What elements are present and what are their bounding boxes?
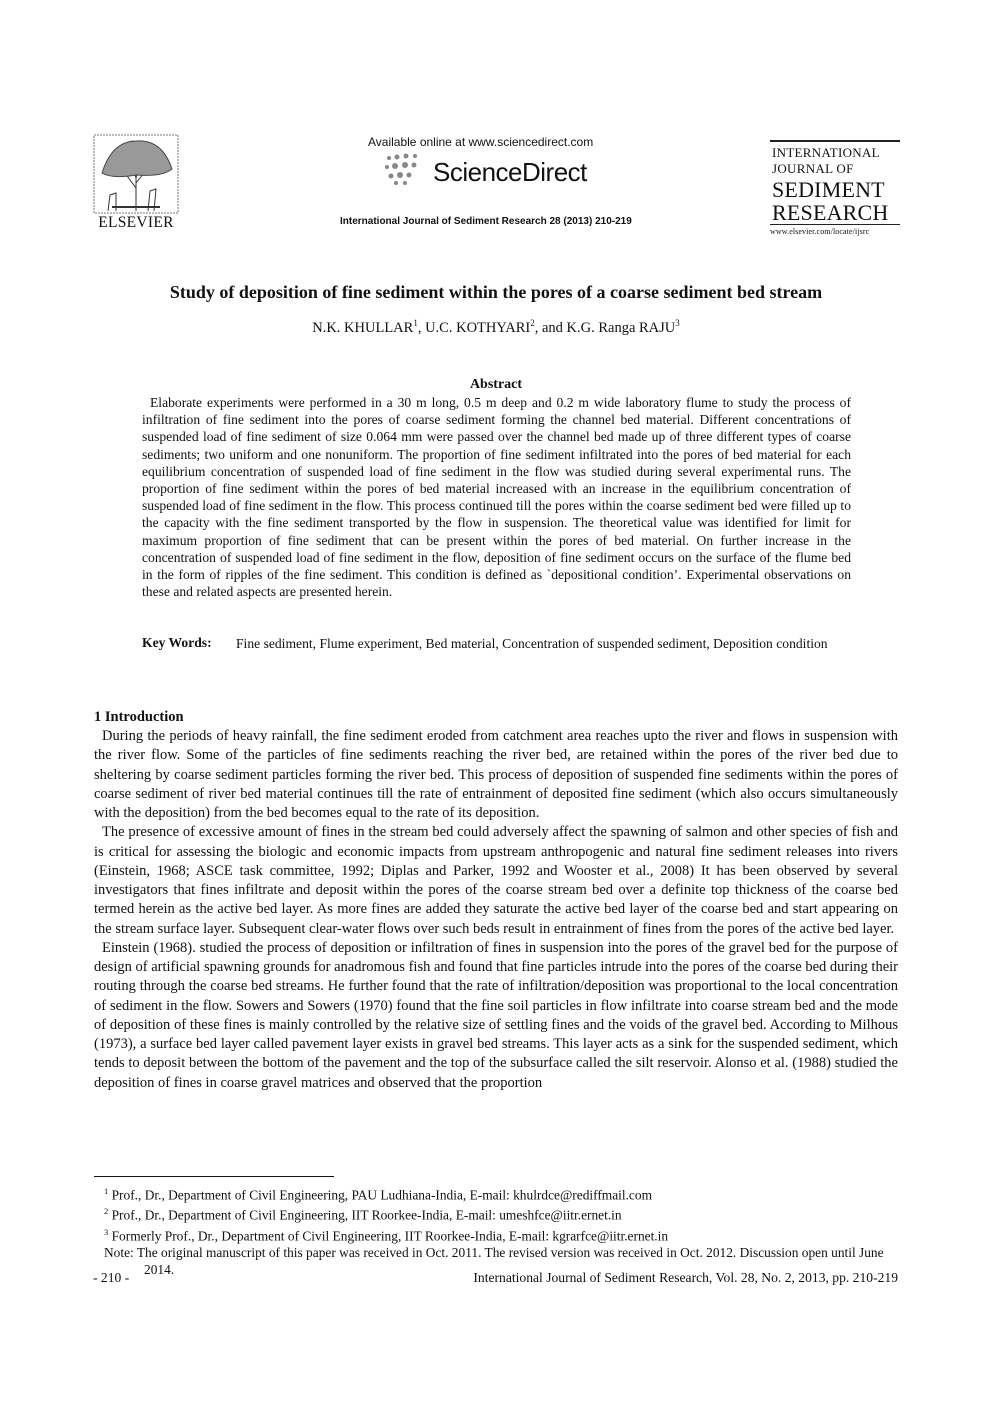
footnote-text: Formerly Prof., Dr., Department of Civil Engineering, IIT Roorkee-India, E-mail: kgrarfce@iitr.ernet.in [108,1228,669,1244]
author-affiliation-mark: 3 [675,318,680,328]
body-paragraph: The presence of excessive amount of fines in the stream bed could adversely affect the spawning of salmon and other species of fish and is critical for assessing the biologic and economic impacts from upstream anthropogenic and natural fine sediment releases into rivers (Einstein, 1968; ASCE task committee, 1992; Diplas and Parker, 1992 and Wooster et al., 2008) It has been observed by several investigators that fines infiltrate and deposit within the pores of the coarse stream bed over a definite top thickness of the coarse bed termed herein as the active bed layer. As more fines are added they saturate the active bed layer of the coarse bed and start appearing on the stream surface layer. Subsequent clear-water flows over such beds result in entrainment of fines from the pores of the active bed layer. [94,824,898,937]
footer-journal-citation: International Journal of Sediment Research, Vol. 28, No. 2, 2013, pp. 210-219 [473,1270,898,1285]
author-affiliation-mark: 1 [413,318,418,328]
author-separator: , [417,319,426,336]
author-name: N.K. KHULLAR [312,319,414,336]
footnote-mark: 3 [104,1226,109,1237]
journal-logo-line4: RESEARCH [772,200,889,225]
author-name: K.G. Ranga RAJU [566,319,676,336]
footnotes [104,1183,899,1278]
keywords-text: Fine sediment, Flume experiment, Bed material, Concentration of suspended sediment, Deposition condition [236,636,828,651]
journal-logo-line3: SEDIMENT [772,177,885,202]
footnote-mark: 2 [104,1206,109,1217]
sciencedirect-wordmark: ScienceDirect [433,157,587,187]
footnote-item [104,1203,899,1223]
author-list [0,318,992,337]
manuscript-note: Note: The original manuscript of this paper was received in Oct. 2011. The revised version was received in Oct. 2012. Discussion open until June 2014. [104,1245,884,1278]
available-online-text: Available online at www.sciencedirect.com [368,135,594,149]
keywords-label: Key Words: [142,635,212,650]
footnote-text: Prof., Dr., Department of Civil Engineering, IIT Roorkee-India, E-mail: umeshfce@iitr.ernet.in [108,1207,622,1223]
journal-logo-line1: INTERNATIONAL [772,145,880,160]
abstract-heading: Abstract [469,377,523,392]
sciencedirect-dots-icon [383,152,425,186]
paper-title: Study of deposition of fine sediment within the pores of a coarse sediment bed stream [169,282,823,302]
publisher-name: ELSEVIER [98,214,174,231]
footnote-item [104,1224,899,1244]
journal-logo-url: www.elsevier.com/locate/ijsrc [770,227,870,236]
body-paragraph: Einstein (1968). studied the process of deposition or infiltration of fines in suspension into the pores of the gravel bed for the purpose of design of artificial spawning grounds for anadromous fish and found that fine particles intrude into the pores of the coarse bed during their routing through the coarse bed streams. He further found that the rate of infiltration/deposition was proportional to the local concentration of sediment in the flow. Sowers and Sowers (1970) found that the fine soil particles in flow infiltrate into coarse stream bed and the mode of deposition of these fines is mainly controlled by the relative size of settling fines and the voids of the gravel bed. According to Milhous (1973), a surface bed layer called pavement layer exists in gravel bed streams. This layer acts as a sink for the suspended sediment, which tends to deposit between the bottom of the pavement and the top of the subsurface called the silt reservoir. Alonso et al. (1988) studied the deposition of fines in coarse gravel matrices and observed that the proportion [94,939,898,1091]
page-number: - 210 - [93,1270,130,1285]
journal-logo-line2: JOURNAL OF [772,161,854,176]
footnote-text: Prof., Dr., Department of Civil Engineering, PAU Ludhiana-India, E-mail: khulrdce@rediffmail.com [108,1187,652,1203]
author-name: U.C. KOTHYARI [425,319,531,336]
introduction-body [94,727,898,1093]
author-separator: , and [534,319,567,336]
journal-reference: International Journal of Sediment Research 28 (2013) 210-219 [340,216,632,227]
body-paragraph: During the periods of heavy rainfall, the fine sediment eroded from catchment area reaches upto the river and flows in suspension with the river flow. Some of the particles of fine sediments reaching the river bed, are retained within the pores of the river bed due to sheltering by coarse sediment particles forming the river bed. This process of deposition of suspended fine sediments within the pores of coarse sediment of river bed material continues till the rate of entrainment of deposited fine sediment (which also occurs simultaneously with the deposition) from the bed becomes equal to the rate of its deposition. [94,728,898,821]
footnote-item [104,1183,899,1203]
author-affiliation-mark: 2 [530,318,535,328]
footnote-mark: 1 [104,1186,109,1196]
journal-logo-rule [770,224,900,225]
footnote-divider [94,1176,334,1177]
abstract-text: Elaborate experiments were performed in a 30 m long, 0.5 m deep and 0.2 m wide laboratory flume to study the process of infiltration of fine sediment into the pores of coarse sediment forming the channel bed material. Different concentrations of suspended load of fine sediment of size 0.064 mm were passed over the channel bed made up of three different types of coarse sediments; two uniform and one nonuniform. The proportion of fine sediment infiltrated into the pores of bed material for each equilibrium concentration of suspended load of fine sediment in the flow was studied during several experimental runs. The proportion of fine sediment within the pores of bed material increased with an increase in the equilibrium concentration of suspended load of fine sediment in the flow. This process continued till the pores within the coarse sediment bed were filled up to the capacity with the fine sediment transported by the flow in suspension. The theoretical value was identified for limit for maximum proportion of fine sediment that can be present within the pores of bed material. On further increase in the concentration of suspended load of fine sediment in the flow, deposition of fine sediment occurs on the surface of the flume bed in the form of ripples of the fine sediment. This condition is defined as `depositional condition’. Experimental observations on these and related aspects are presented herein. [142,395,851,600]
section-heading-introduction: 1 Introduction [94,709,184,725]
